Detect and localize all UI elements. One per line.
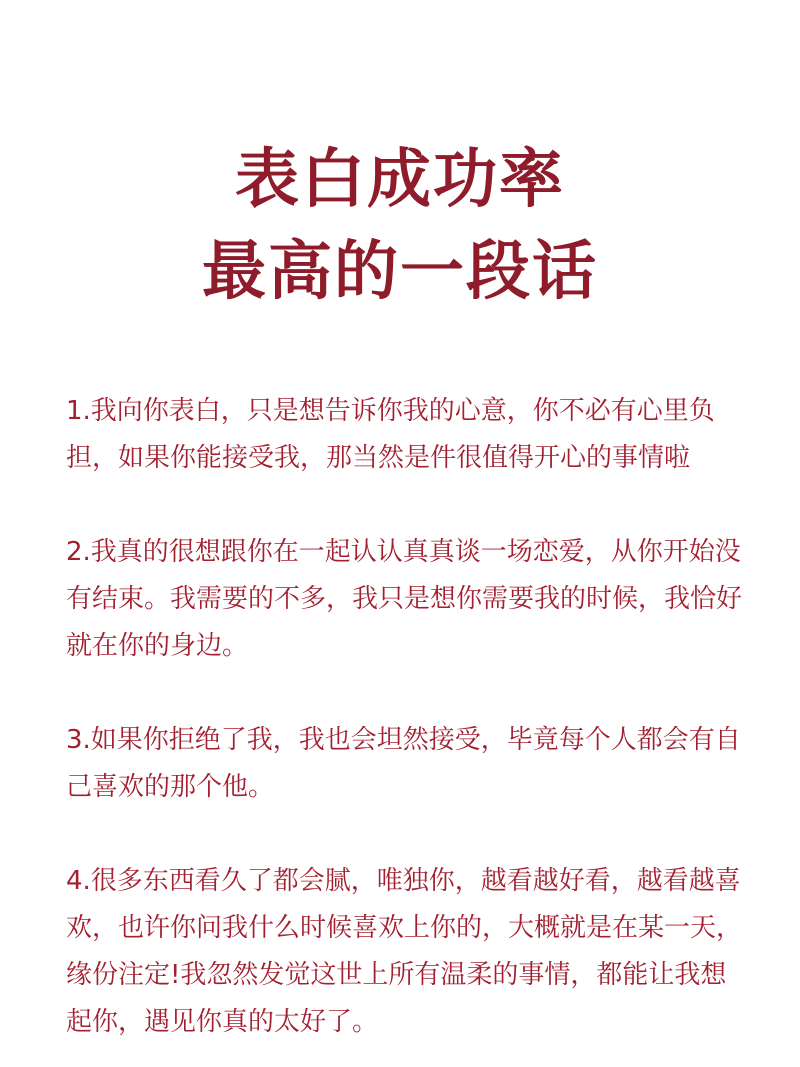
paragraph-4: 4.很多东西看久了都会腻，唯独你，越看越好看，越看越喜欢，也许你问我什么时候喜欢上你的，大概就是在某一天，缘份注定!我忽然发觉这世上所有温柔的事情，都能让我想起你，遇见你真的太好了。 (66, 866, 743, 1037)
title-line-2: 最高的一段话 (202, 235, 598, 309)
paragraph-1: 1.我向你表白，只是想告诉你我的心意，你不必有心里负担，如果你能接受我，那当然是件很值得开心的事情啦 (66, 396, 715, 473)
article-content (66, 388, 746, 1046)
paragraph-3: 3.如果你拒绝了我，我也会坦然接受，毕竟每个人都会有自己喜欢的那个他。 (66, 725, 741, 802)
paragraph-2: 2.我真的很想跟你在一起认认真真谈一场恋爱，从你开始没有结束。我需要的不多，我只是想你需要我的时候，我恰好就在你的身边。 (66, 537, 743, 661)
page-title (0, 134, 800, 318)
title-line-1: 表白成功率 (235, 143, 565, 217)
